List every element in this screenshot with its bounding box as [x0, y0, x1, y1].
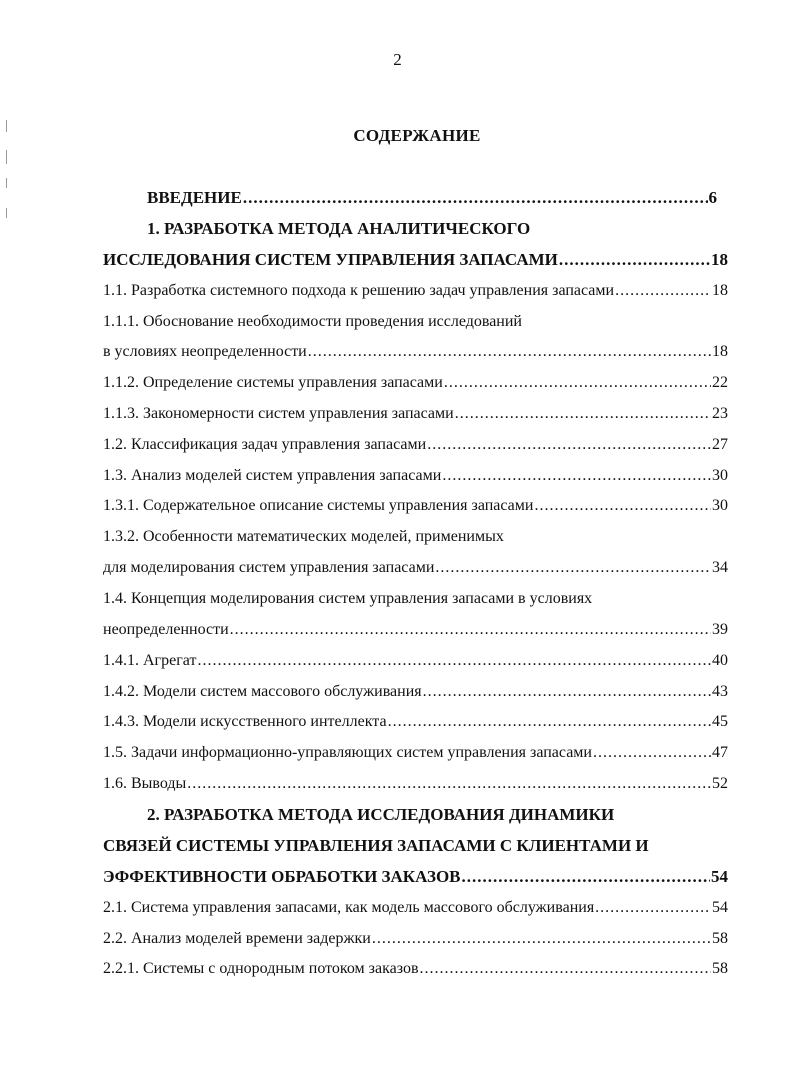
- toc-entry-chapter-2-line-2: [103, 834, 649, 858]
- toc-entry-label: ВВЕДЕНИЕ: [147, 188, 242, 207]
- dot-leader: [534, 494, 711, 518]
- toc-entry-page: 39: [712, 621, 728, 638]
- toc-entry-1-3: [103, 464, 728, 488]
- toc-entry-label: 2.2. Анализ моделей времени задержки: [103, 930, 371, 947]
- page-title: СОДЕРЖАНИЕ: [353, 126, 481, 145]
- dot-leader: [455, 402, 711, 426]
- dot-leader: [593, 741, 711, 765]
- dot-leader: [420, 957, 711, 981]
- toc-entry-label: 1.1.2. Определение системы управления запасами: [103, 374, 443, 391]
- toc-entry-page: 27: [712, 436, 728, 453]
- scan-mark: [6, 178, 7, 188]
- toc-entry-page: 45: [712, 713, 728, 730]
- toc-entry-page: 43: [712, 683, 728, 700]
- toc-entry-page: 18: [712, 343, 728, 360]
- toc-entry-1-4-1: [103, 649, 728, 673]
- dot-leader: [372, 927, 711, 951]
- page-number: 2: [393, 50, 402, 69]
- toc-entry-chapter-2-line-3: [103, 865, 728, 889]
- dot-leader: [230, 618, 711, 642]
- scan-mark: [6, 208, 7, 218]
- toc-entry-1-1-2: [103, 371, 728, 395]
- scan-mark: [6, 150, 7, 164]
- dot-leader: [187, 772, 711, 796]
- toc-entry-page: 23: [712, 405, 728, 422]
- toc-entry-label: 1.2. Классификация задач управления запасами: [103, 436, 427, 453]
- toc-entry-page: 30: [712, 497, 728, 514]
- toc-entry-chapter-1-line-2: [103, 248, 728, 272]
- toc-entry-page: 6: [708, 188, 717, 207]
- toc-entry-page: 18: [712, 282, 728, 299]
- toc-entry-label: ЭФФЕКТИВНОСТИ ОБРАБОТКИ ЗАКАЗОВ: [103, 867, 461, 886]
- scan-mark: [6, 120, 7, 132]
- dot-leader: [308, 340, 711, 364]
- toc-entry-1-3-2-line-1: [103, 525, 504, 549]
- dot-leader: [462, 865, 710, 889]
- toc-entry-1-4-3: [103, 710, 728, 734]
- dot-leader: [435, 556, 711, 580]
- toc-entry-1-1-3: [103, 402, 728, 426]
- toc-entry-1-1-1-line-2: [103, 340, 728, 364]
- toc-entry-1-4-line-2: [103, 618, 728, 642]
- toc-entry-page: 52: [712, 775, 728, 792]
- dot-leader: [442, 464, 711, 488]
- toc-entry-chapter-1-line-1: [147, 217, 530, 241]
- dot-leader: [427, 433, 711, 457]
- toc-entry-2-2-1: [103, 957, 728, 981]
- toc-entry-chapter-2-line-1: [147, 803, 614, 827]
- toc-entry-page: 30: [712, 467, 728, 484]
- toc-entry-label: 1.5. Задачи информационно-управляющих систем управления запасами: [103, 744, 592, 761]
- toc-entry-page: 22: [712, 374, 728, 391]
- toc-entry-label: 2.2.1. Системы с однородным потоком заказов: [103, 960, 419, 977]
- toc-entry-label: 1.4.2. Модели систем массового обслуживания: [103, 683, 422, 700]
- toc-entry-page: 58: [712, 930, 728, 947]
- toc-entry-page: 54: [711, 867, 728, 886]
- toc-entry-label: 1. РАЗРАБОТКА МЕТОДА АНАЛИТИЧЕСКОГО: [147, 219, 531, 238]
- toc-entry-page: 18: [711, 250, 728, 269]
- toc-entry-label: 1.1.1. Обоснование необходимости проведения исследований: [103, 313, 522, 330]
- dot-leader: [595, 896, 711, 920]
- toc-entry-1-1-1-line-1: [103, 310, 522, 334]
- toc-entry-1-1: [103, 279, 728, 303]
- toc-entry-1-4-2: [103, 680, 728, 704]
- dot-leader: [197, 649, 711, 673]
- toc-entry-1-4-line-1: [103, 587, 592, 611]
- dot-leader: [444, 371, 711, 395]
- dot-leader: [559, 248, 710, 272]
- toc-entry-label: 2.1. Система управления запасами, как модель массового обслуживания: [103, 899, 595, 916]
- toc-entry-label: ИССЛЕДОВАНИЯ СИСТЕМ УПРАВЛЕНИЯ ЗАПАСАМИ: [103, 250, 558, 269]
- dot-leader: [423, 680, 711, 704]
- toc-entry-2-1: [103, 896, 728, 920]
- toc-entry-1-3-1: [103, 494, 728, 518]
- toc-entry-page: 47: [712, 744, 728, 761]
- toc-entry-2-2: [103, 927, 728, 951]
- dot-leader: [243, 186, 708, 210]
- toc-entry-page: 40: [712, 652, 728, 669]
- toc-entry-introduction: [147, 186, 717, 210]
- toc-entry-page: 58: [712, 960, 728, 977]
- toc-entry-1-3-2-line-2: [103, 556, 728, 580]
- toc-entry-label: СВЯЗЕЙ СИСТЕМЫ УПРАВЛЕНИЯ ЗАПАСАМИ С КЛИЕНТАМИ И: [103, 836, 649, 855]
- toc-entry-label: 1.3.2. Особенности математических моделей, применимых: [103, 528, 504, 545]
- toc-entry-label: 1.6. Выводы: [103, 775, 187, 792]
- dot-leader: [615, 279, 711, 303]
- toc-entry-label: неопределенности: [103, 621, 229, 638]
- toc-entry-label: 1.4.3. Модели искусственного интеллекта: [103, 713, 387, 730]
- toc-entry-label: 1.3. Анализ моделей систем управления запасами: [103, 467, 442, 484]
- toc-entry-label: 1.1.3. Закономерности систем управления запасами: [103, 405, 454, 422]
- toc-entry-label: 2. РАЗРАБОТКА МЕТОДА ИССЛЕДОВАНИЯ ДИНАМИКИ: [147, 805, 615, 824]
- toc-entry-1-2: [103, 433, 728, 457]
- toc-entry-label: 1.3.1. Содержательное описание системы управления запасами: [103, 497, 534, 514]
- toc-entry-page: 54: [712, 899, 728, 916]
- toc-entry-label: в условиях неопределенности: [103, 343, 307, 360]
- toc-entry-label: 1.4.1. Агрегат: [103, 652, 197, 669]
- toc-entry-label: 1.1. Разработка системного подхода к решению задач управления запасами: [103, 282, 615, 299]
- toc-entry-1-5: [103, 741, 728, 765]
- toc-entry-1-6: [103, 772, 728, 796]
- toc-entry-page: 34: [712, 559, 728, 576]
- toc-entry-label: для моделирования систем управления запасами: [103, 559, 435, 576]
- toc-entry-label: 1.4. Концепция моделирования систем управления запасами в условиях: [103, 590, 593, 607]
- dot-leader: [388, 710, 711, 734]
